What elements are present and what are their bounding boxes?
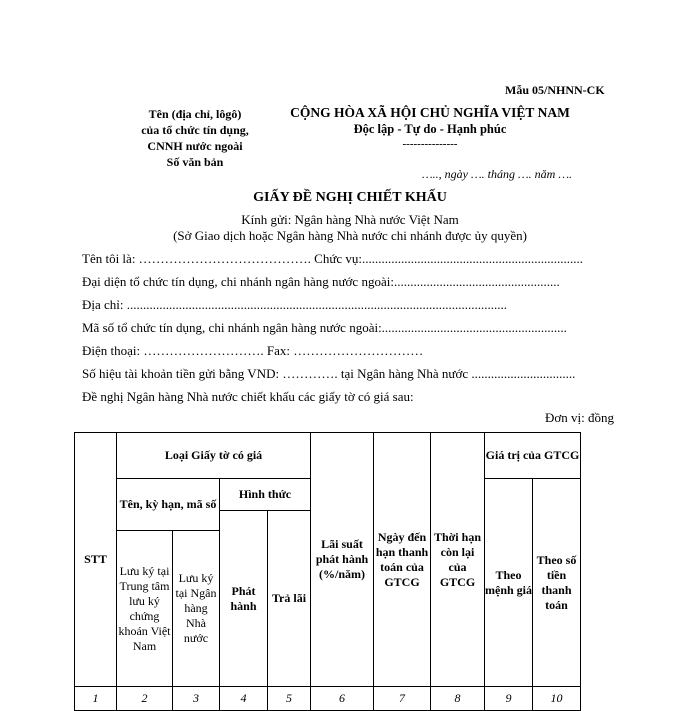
face-value-header: Theo mệnh giá bbox=[485, 479, 533, 687]
institution-code-field: Mã số tổ chức tín dụng, chi nhánh ngân hàng nước ngoài:......................................................... bbox=[82, 320, 567, 335]
nation-block bbox=[260, 104, 600, 150]
account-field: Số hiệu tài khoản tiền gửi bằng VND: …………. tại Ngân hàng Nhà nước ................................ bbox=[82, 366, 576, 381]
issuer-line-4: Số văn bản bbox=[166, 155, 224, 169]
col-number: 3 bbox=[173, 687, 220, 711]
name-term-code-header: Tên, kỳ hạn, mã số bbox=[117, 479, 220, 531]
issuer-line-2: của tổ chức tín dụng, bbox=[141, 123, 249, 137]
date-line: ….., ngày …. tháng …. năm …. bbox=[422, 167, 573, 181]
col-number: 1 bbox=[75, 687, 117, 711]
issuer-line-1: Tên (địa chỉ, lôgô) bbox=[148, 107, 242, 121]
issuer-line-3: CNNH nước ngoài bbox=[147, 139, 243, 153]
column-number-row bbox=[75, 687, 581, 711]
col-number: 6 bbox=[311, 687, 374, 711]
document-title: GIẤY ĐỀ NGHỊ CHIẾT KHẤU bbox=[253, 190, 447, 205]
value-header: Giá trị của GTCG bbox=[485, 433, 581, 479]
form-header: Hình thức bbox=[220, 479, 311, 511]
stt-header: STT bbox=[75, 433, 117, 687]
unit-label: Đơn vị: đồng bbox=[545, 410, 614, 425]
name-field: Tên tôi là: …………………………………. Chức vụ:.................................................................... bbox=[82, 251, 584, 266]
col-number: 9 bbox=[485, 687, 533, 711]
col-number: 4 bbox=[220, 687, 268, 711]
phone-fax-field: Điện thoại: ………………………. Fax: ………………………… bbox=[82, 343, 424, 358]
col-number: 2 bbox=[117, 687, 173, 711]
maturity-date-header: Ngày đến hạn thanh toán của GTCG bbox=[374, 433, 431, 687]
payment-amount-header: Theo số tiền thanh toán bbox=[533, 479, 581, 687]
col-number: 5 bbox=[268, 687, 311, 711]
securities-table bbox=[74, 432, 581, 711]
col-number: 7 bbox=[374, 687, 431, 711]
securities-type-header: Loại Giấy tờ có giá bbox=[117, 433, 311, 479]
nation-motto: Độc lập - Tự do - Hạnh phúc bbox=[353, 122, 507, 136]
sbv-custody-header: Lưu ký tại Ngân hàng Nhà nước bbox=[173, 531, 220, 687]
nation-title: CỘNG HÒA XÃ HỘI CHỦ NGHĨA VIỆT NAM bbox=[290, 105, 570, 120]
address-field: Địa chỉ: ..................................................................................................................... bbox=[82, 297, 508, 312]
col-number: 8 bbox=[431, 687, 485, 711]
representative-field: Đại diện tổ chức tín dụng, chi nhánh ngân hàng nước ngoài:................................................... bbox=[82, 274, 560, 289]
col-number: 10 bbox=[533, 687, 581, 711]
form-code: Mẫu 05/NHNN-CK bbox=[505, 83, 605, 97]
issuance-header: Phát hành bbox=[220, 511, 268, 687]
addressee-line: Kính gửi: Ngân hàng Nhà nước Việt Nam bbox=[241, 212, 459, 227]
request-line: Đề nghị Ngân hàng Nhà nước chiết khấu các giấy tờ có giá sau: bbox=[82, 389, 414, 404]
vsd-custody-header: Lưu ký tại Trung tâm lưu ký chứng khoán Việt Nam bbox=[117, 531, 173, 687]
interest-rate-header: Lãi suất phát hành (%/năm) bbox=[311, 433, 374, 687]
remaining-term-header: Thời hạn còn lại của GTCG bbox=[431, 433, 485, 687]
nation-underline: --------------- bbox=[402, 138, 458, 150]
interest-payment-header: Trả lãi bbox=[268, 511, 311, 687]
addressee-subline: (Sở Giao dịch hoặc Ngân hàng Nhà nước chi nhánh được ủy quyền) bbox=[173, 228, 527, 243]
